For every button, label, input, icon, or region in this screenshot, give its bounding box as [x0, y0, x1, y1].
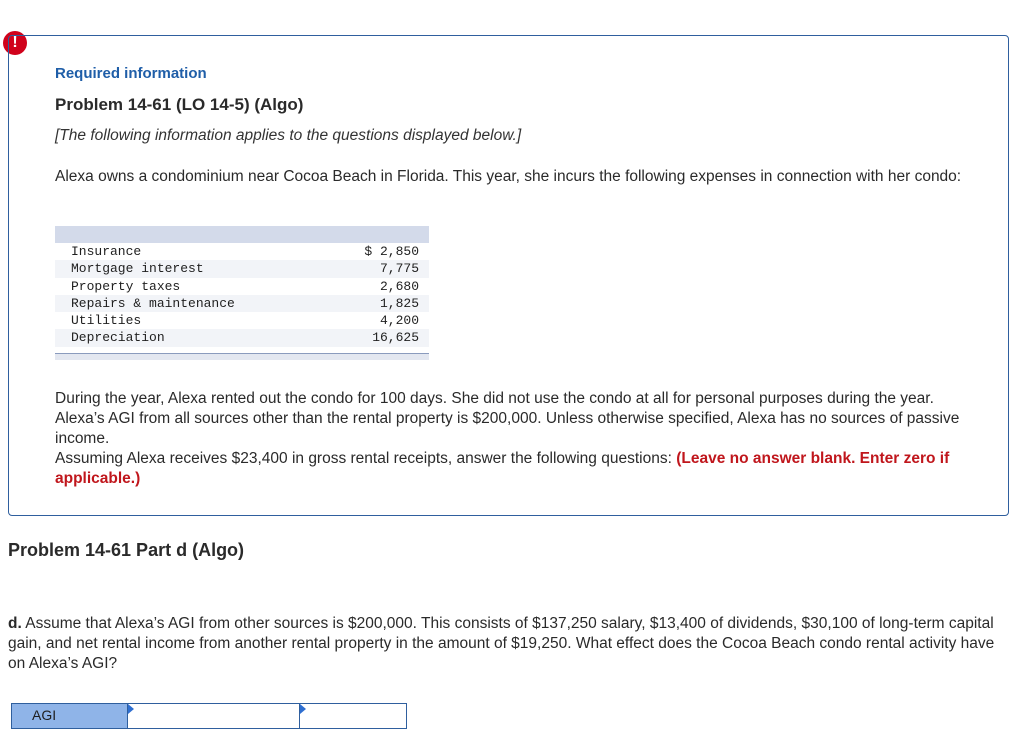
dropdown-flag-icon — [300, 704, 306, 714]
expense-row — [55, 295, 429, 312]
part-question — [8, 614, 998, 674]
expense-amount: 1,825 — [379, 295, 419, 311]
expense-label: Insurance — [71, 244, 142, 259]
expense-amount: 4,200 — [379, 313, 419, 329]
agi-row-label: AGI — [12, 704, 128, 728]
details-paragraph — [55, 389, 985, 489]
instruction-text: (Leave no answer blank. Enter zero if applicable.) — [55, 450, 950, 487]
details-text: During the year, Alexa rented out the condo for 100 days. She did not use the condo at all for personal purposes during the year. Alexa’s AGI from all sources other than the rental property is $200,000. Unless otherwise specified, Alexa has no sources of passive income. — [55, 390, 960, 447]
part-title: Problem 14-61 Part d (Algo) — [8, 540, 245, 560]
intro-paragraph: Alexa owns a condominium near Cocoa Beach in Florida. This year, she incurs the following expenses in connection with her condo: — [55, 168, 962, 185]
expense-row — [55, 329, 429, 346]
expense-label: Depreciation — [71, 330, 165, 346]
expense-row — [55, 260, 429, 277]
expense-table-footer — [55, 353, 429, 360]
expense-amount: 7,775 — [379, 261, 419, 277]
expense-label: Property taxes — [71, 278, 181, 294]
expense-amount: $ 2,850 — [364, 244, 419, 259]
answer-cell-2 — [300, 704, 406, 728]
assumption-text: Assuming Alexa receives $23,400 in gross rental receipts, answer the following questions: — [55, 450, 672, 467]
part-letter: d. — [8, 615, 22, 632]
problem-title: Problem 14-61 (LO 14-5) (Algo) — [55, 95, 304, 114]
expense-row — [55, 278, 429, 295]
part-question-text: Assume that Alexa’s AGI from other sources is $200,000. This consists of $137,250 salary, $13,400 of dividends, $30,100 of long-term capital gain, and net rental income from another rental property in the amount of $19,250. What effect does the Cocoa Beach condo rental activity have on Alexa’s AGI? — [8, 615, 995, 672]
required-information-heading: Required information — [55, 65, 207, 82]
info-note: [The following information applies to the questions displayed below.] — [55, 127, 522, 144]
expense-amount: 2,680 — [379, 278, 419, 294]
expense-row — [55, 243, 429, 260]
expense-label: Mortgage interest — [71, 261, 204, 277]
expense-table — [55, 226, 429, 360]
required-information-panel — [8, 35, 1009, 516]
expense-label: Utilities — [71, 313, 142, 329]
alert-icon: ! — [3, 31, 27, 55]
answer-cell-1 — [128, 704, 300, 728]
answer-input-1[interactable] — [128, 704, 299, 728]
expense-amount: 16,625 — [372, 330, 419, 346]
answer-table — [11, 703, 407, 729]
answer-input-2[interactable] — [300, 704, 406, 728]
expense-table-header — [55, 226, 429, 243]
expense-row — [55, 312, 429, 329]
dropdown-flag-icon — [128, 704, 134, 714]
expense-label: Repairs & maintenance — [71, 295, 235, 311]
